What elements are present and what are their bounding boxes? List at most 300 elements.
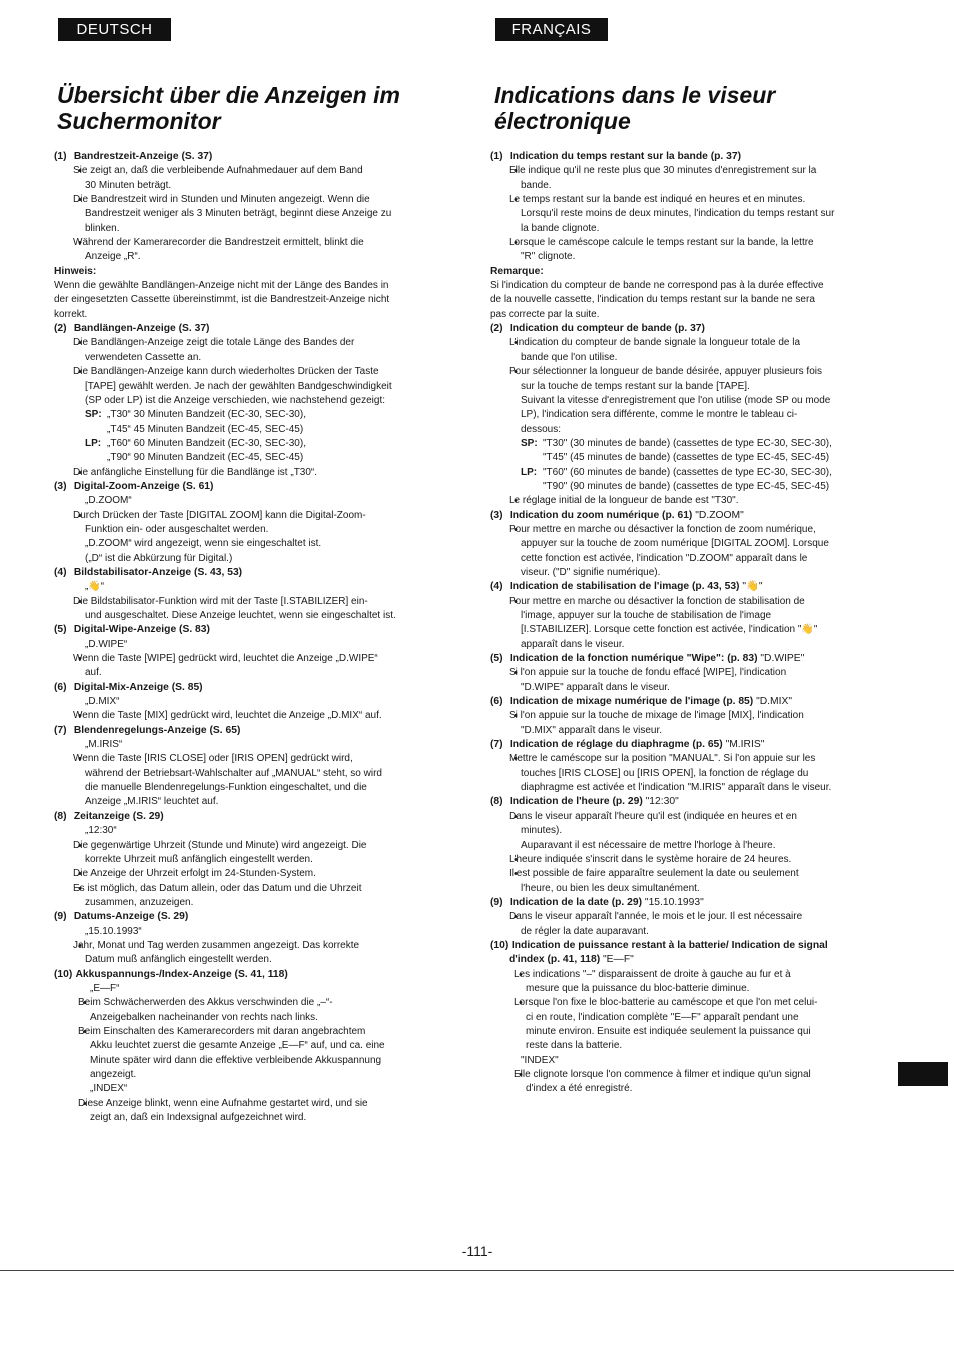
body-text: minute environ. Ensuite est indiquée seulement la puissance qui: [526, 1025, 811, 1037]
section-title: Bandlängen-Anzeige (S. 37): [73, 323, 210, 335]
section-heading: [54, 681, 439, 695]
body-text: Lorsqu'il reste moins de deux minutes, l'indication du temps restant sur: [521, 208, 835, 220]
bullet-item: [73, 509, 439, 523]
body-line: [54, 1054, 439, 1068]
body-text: „D.MIX“: [85, 696, 120, 708]
section-heading: [54, 623, 439, 637]
note-line: Wenn die gewählte Bandlängen-Anzeige nicht mit der Länge des Bandes in: [54, 280, 389, 292]
section-title: Blendenregelungs-Anzeige (S. 65): [73, 724, 241, 736]
bullet-item: [73, 939, 439, 953]
body-line: [54, 925, 439, 939]
section-heading: [490, 738, 875, 752]
bullet-item: [73, 193, 439, 207]
speed-mode-label: [85, 423, 105, 437]
section-indicator: "12:30": [642, 796, 679, 808]
body-text: ci en route, l'indication complète "E—F" apparaît pendant une: [526, 1011, 799, 1023]
body-text: auf.: [85, 667, 102, 679]
tape-length-value: „T60“ 60 Minuten Bandzeit (EC-30, SEC-30),: [107, 437, 306, 449]
bullet-text: Die Bandrestzeit wird in Stunden und Minuten angezeigt. Wenn die: [73, 194, 370, 206]
body-line: [490, 882, 875, 896]
tape-length-row: [490, 437, 875, 451]
section-title: d'index (p. 41, 118): [509, 954, 601, 966]
note-text: [54, 308, 439, 322]
bullet-item: [509, 193, 875, 207]
body-text: (SP oder LP) ist die Anzeige verschieden, wie nachstehend gezeigt:: [85, 394, 385, 406]
section-number: (9): [490, 896, 503, 908]
section-number: (6): [490, 696, 503, 708]
body-text: 30 Minuten beträgt.: [85, 179, 172, 191]
tape-length-row: [490, 466, 875, 480]
tape-length-value: "T90" (90 minutes de bande) (cassettes de type EC-45, SEC-45): [543, 480, 830, 492]
bullet-text: Die Bildstabilisator-Funktion wird mit der Taste [I.STABILIZER] ein-: [73, 595, 368, 607]
body-text: „M.IRIS“: [85, 739, 123, 751]
lang-tab-francais: FRANÇAIS: [495, 18, 608, 41]
bullet-item: [509, 494, 875, 508]
body-line: [490, 351, 875, 365]
title-line: électronique: [494, 108, 631, 134]
section-number: (6): [54, 681, 67, 693]
body-line: [490, 408, 875, 422]
section-title: Indication de puissance restant à la batterie/ Indication de signal: [511, 939, 828, 951]
body-line: [490, 1054, 875, 1068]
note-label: [54, 265, 439, 279]
body-line: [54, 537, 439, 551]
bullet-item: [73, 164, 439, 178]
section-title: Akkuspannungs-/Index-Anzeige (S. 41, 118): [75, 968, 288, 980]
section-indicator: "M.IRIS": [722, 739, 765, 751]
body-text: apparaît dans le viseur.: [521, 638, 625, 650]
body-text: und ausgeschaltet. Diese Anzeige leuchtet, wenn sie eingeschaltet ist.: [85, 610, 396, 621]
section-title: Indication de la fonction numérique "Wipe": (p. 83): [509, 653, 758, 665]
body-line: [490, 1011, 875, 1025]
section-title: Indication de la date (p. 29): [509, 896, 643, 908]
body-line: [490, 623, 875, 637]
section-heading: [490, 580, 875, 594]
body-line: [54, 982, 439, 996]
body-line: [54, 609, 439, 623]
body-line: [54, 695, 439, 709]
bullet-text: Le réglage initial de la longueur de bande est "T30".: [509, 495, 739, 507]
speed-mode-label: LP:: [85, 437, 102, 449]
section-number: (9): [54, 911, 67, 923]
bullet-item: [73, 365, 439, 379]
section-title: Indication de stabilisation de l'image (p. 43, 53): [509, 581, 740, 593]
bullet-text: Die Anzeige der Uhrzeit erfolgt im 24-Stunden-System.: [73, 868, 316, 880]
section-number: (2): [490, 323, 503, 335]
body-text: LP), l'indication sera différente, comme le montre le tableau ci-: [521, 409, 798, 421]
body-line: [54, 781, 439, 795]
body-text: „D.ZOOM“ wird angezeigt, wenn sie eingeschaltet ist.: [85, 538, 322, 550]
body-line: [54, 638, 439, 652]
bullet-text: Sie zeigt an, daß die verbleibende Aufnahmedauer auf dem Band: [73, 165, 363, 177]
section-title: Indication de l'heure (p. 29): [509, 796, 643, 808]
body-text: cette fonction est activée, l'indication "D.ZOOM" apparaît dans le: [521, 552, 808, 564]
body-text: [I.STABILIZER]. Lorsque cette fonction est activée, l'indication "👋": [521, 624, 818, 636]
body-line: [490, 179, 875, 193]
section-indicator: "D.ZOOM": [692, 509, 744, 521]
body-text: Funktion ein- oder ausgeschaltet werden.: [85, 523, 269, 535]
section-title: Indication du temps restant sur la bande (p. 37): [509, 151, 742, 162]
section-number: (7): [490, 739, 503, 751]
body-text: de régler la date auparavant.: [521, 925, 649, 937]
body-line: [490, 1025, 875, 1039]
body-text: appuyer sur la touche de zoom numérique [DIGITAL ZOOM]. Lorsque: [521, 538, 829, 550]
section-title: Bildstabilisator-Anzeige (S. 43, 53): [73, 566, 243, 578]
section-heading: [490, 939, 875, 953]
bullet-item: [514, 1068, 875, 1082]
bullet-item: [78, 1097, 439, 1111]
section-heading: [490, 896, 875, 910]
bullet-text: Le temps restant sur la bande est indiqué en heures et en minutes.: [509, 194, 806, 206]
section-title: Bandrestzeit-Anzeige (S. 37): [73, 151, 213, 162]
body-text: verwendeten Cassette an.: [85, 351, 202, 363]
speed-mode-label: [521, 480, 541, 494]
bullet-text: Beim Schwächerwerden des Akkus verschwinden die „–“-: [78, 997, 333, 1009]
note-text: [490, 293, 875, 307]
body-text: blinken.: [85, 222, 120, 234]
body-line: [54, 1039, 439, 1053]
body-text: Suivant la vitesse d'enregistrement que l'on utilise (mode SP ou mode: [521, 394, 831, 406]
section-number: (3): [490, 509, 503, 521]
body-text: „INDEX“: [90, 1083, 128, 1095]
section-heading: [54, 910, 439, 924]
tape-length-value: „T45“ 45 Minuten Bandzeit (EC-45, SEC-45): [107, 423, 304, 435]
tape-length-row: [54, 408, 439, 422]
section-heading: [490, 695, 875, 709]
section-title: Indication du compteur de bande (p. 37): [509, 323, 705, 335]
body-text: bande que l'on utilise.: [521, 351, 618, 363]
section-indicator: "👋": [739, 581, 763, 593]
section-title: Zeitanzeige (S. 29): [73, 810, 164, 822]
body-text: reste dans la batterie.: [526, 1040, 623, 1052]
bullet-item: [73, 752, 439, 766]
section-title: Datums-Anzeige (S. 29): [73, 911, 189, 923]
body-text: sur la touche de temps restant sur la bande [TAPE].: [521, 380, 750, 392]
bullet-text: Wenn die Taste [WIPE] gedrückt wird, leuchtet die Anzeige „D.WIPE“: [73, 653, 378, 665]
title-deutsch: [57, 82, 457, 134]
body-line: [54, 953, 439, 967]
section-number: (4): [54, 566, 67, 578]
bullet-text: Diese Anzeige blinkt, wenn eine Aufnahme gestartet wird, und sie: [78, 1097, 368, 1109]
body-line: [490, 1082, 875, 1096]
body-line: [490, 925, 875, 939]
body-text: Bandrestzeit weniger als 3 Minuten beträgt, beginnt diese Anzeige zu: [85, 208, 392, 220]
body-line: [490, 767, 875, 781]
body-line: [54, 523, 439, 537]
body-text: dessous:: [521, 423, 562, 435]
note-label-text: Remarque:: [490, 265, 544, 277]
body-line: [54, 896, 439, 910]
section-number: (5): [490, 653, 503, 665]
section-number: (8): [490, 796, 503, 808]
body-text: [TAPE] gewählt werden. Je nach der gewählten Bandgeschwindigkeit: [85, 380, 392, 392]
tape-length-value: "T30" (30 minutes de bande) (cassettes de type EC-30, SEC-30),: [543, 437, 832, 449]
section-title: Indication de réglage du diaphragme (p. 65): [509, 739, 723, 751]
section-number: (3): [54, 480, 67, 492]
note-text: [54, 279, 439, 293]
section-heading: [54, 322, 439, 336]
body-text: die manuelle Blendenregelungs-Funktion eingeschaltet, und die: [85, 782, 367, 794]
tape-length-value: "T45" (45 minutes de bande) (cassettes de type EC-45, SEC-45): [543, 452, 830, 464]
bullet-text: Pour mettre en marche ou désactiver la fonction de stabilisation de: [509, 595, 805, 607]
speed-mode-label: LP:: [521, 466, 538, 478]
body-text: Akku leuchtet zuerst die gesamte Anzeige „E—F“ auf, und ca. eine: [90, 1040, 385, 1052]
tape-length-row: [54, 423, 439, 437]
body-line: [490, 724, 875, 738]
bullet-text: Si l'on appuie sur la touche de mixage de l'image [MIX], l'indication: [509, 710, 804, 722]
section-title: Digital-Wipe-Anzeige (S. 83): [73, 624, 210, 636]
body-text: Anzeigebalken nacheinander von rechts nach links.: [90, 1011, 318, 1023]
bullet-text: Les indications "–" disparaissent de droite à gauche au fur et à: [514, 968, 791, 980]
body-text: korrekte Uhrzeit muß anfänglich eingestellt werden.: [85, 853, 313, 865]
section-title: Indication du zoom numérique (p. 61): [509, 509, 693, 521]
column-deutsch: [54, 150, 439, 1125]
bullet-item: [509, 236, 875, 250]
body-line: [54, 795, 439, 809]
body-text: angezeigt.: [90, 1069, 137, 1080]
note-text: [490, 279, 875, 293]
page-number: -111-: [461, 1243, 493, 1259]
section-heading: [54, 150, 439, 164]
body-text: Anzeige „M.IRIS“ leuchtet auf.: [85, 796, 219, 808]
speed-mode-label: SP:: [521, 437, 538, 449]
body-text: l'heure, ou bien les deux simultanément.: [521, 882, 700, 894]
bullet-item: [509, 164, 875, 178]
body-line: [54, 580, 439, 594]
body-line: [490, 552, 875, 566]
bullet-item: [514, 968, 875, 982]
bullet-text: Elle clignote lorsque l'on commence à filmer et indique qu'un signal: [514, 1069, 811, 1080]
body-text: "INDEX": [521, 1054, 559, 1066]
bullet-text: Il est possible de faire apparaître seulement la date ou seulement: [509, 868, 799, 880]
body-text: während der Betriebsart-Wahlschalter auf „MANUAL“ steht, so wird: [85, 767, 382, 779]
bullet-text: Jahr, Monat und Tag werden zusammen angezeigt. Das korrekte: [73, 939, 360, 951]
tape-length-row: [54, 437, 439, 451]
bullet-text: Mettre le caméscope sur la position "MANUAL". Si l'on appuie sur les: [509, 753, 816, 765]
speed-mode-label: [85, 451, 105, 465]
bullet-text: Pour mettre en marche ou désactiver la fonction de zoom numérique,: [509, 523, 816, 535]
bullet-item: [509, 595, 875, 609]
body-line: [490, 638, 875, 652]
body-line: [54, 222, 439, 236]
bullet-text: Die gegenwärtige Uhrzeit (Stunde und Minute) wird angezeigt. Die: [73, 839, 367, 851]
body-text: "R" clignote.: [521, 251, 576, 263]
section-number: (2): [54, 323, 67, 335]
section-title: Digital-Mix-Anzeige (S. 85): [73, 681, 203, 693]
section-indicator: "D.MIX": [753, 696, 792, 708]
section-indicator: "E—F": [600, 954, 634, 966]
note-label-text: Hinweis:: [54, 265, 97, 277]
bullet-text: Die Bandlängen-Anzeige kann durch wiederholtes Drücken der Taste: [73, 366, 379, 378]
body-line: [54, 666, 439, 680]
body-line: [54, 552, 439, 566]
tape-length-value: „T90“ 90 Minuten Bandzeit (EC-45, SEC-45): [107, 452, 304, 464]
tape-length-row: [490, 451, 875, 465]
body-line: [490, 681, 875, 695]
body-line: [490, 394, 875, 408]
body-line: [490, 982, 875, 996]
body-line: [54, 767, 439, 781]
body-line: [54, 494, 439, 508]
body-line: [54, 351, 439, 365]
body-text: zusammen, anzuzeigen.: [85, 896, 194, 908]
body-text: bande.: [521, 179, 552, 191]
page-edge-tab: [898, 1062, 948, 1086]
section-title: Indication de mixage numérique de l'image (p. 85): [509, 696, 754, 708]
section-heading-cont: [490, 953, 875, 967]
section-heading: [54, 810, 439, 824]
body-line: [490, 222, 875, 236]
bullet-item: [73, 839, 439, 853]
bullet-item: [509, 752, 875, 766]
speed-mode-label: [521, 451, 541, 465]
body-line: [54, 1082, 439, 1096]
bullet-item: [73, 652, 439, 666]
bullet-text: Die anfängliche Einstellung für die Bandlänge ist „T30“.: [73, 466, 318, 478]
section-title: Digital-Zoom-Anzeige (S. 61): [73, 480, 214, 492]
section-heading: [54, 480, 439, 494]
bullet-text: Die Bandlängen-Anzeige zeigt die totale Länge des Bandes der: [73, 337, 355, 349]
bullet-item: [73, 867, 439, 881]
body-line: [490, 824, 875, 838]
note-line: der eingesetzten Cassette übereinstimmt, ist die Bandrestzeit-Anzeige nicht: [54, 294, 390, 306]
body-text: "D.MIX" apparaît dans le viseur.: [521, 724, 663, 736]
body-line: [490, 250, 875, 264]
bullet-text: Durch Drücken der Taste [DIGITAL ZOOM] kann die Digital-Zoom-: [73, 509, 366, 521]
bullet-item: [73, 336, 439, 350]
body-text: „D.ZOOM“: [85, 495, 132, 507]
bullet-text: Wenn die Taste [MIX] gedrückt wird, leuchtet die Anzeige „D.MIX“ auf.: [73, 710, 382, 722]
tape-length-value: „T30“ 30 Minuten Bandzeit (EC-30, SEC-30),: [107, 409, 306, 421]
bullet-text: Lorsque l'on fixe le bloc-batterie au caméscope et que l'on met celui-: [514, 997, 818, 1009]
body-text: Datum muß anfänglich eingestellt werden.: [85, 954, 272, 966]
section-number: (10): [54, 968, 73, 980]
body-text: d'index a été enregistré.: [526, 1083, 633, 1095]
body-text: touches [IRIS CLOSE] ou [IRIS OPEN], la fonction de réglage du: [521, 767, 809, 779]
bullet-item: [509, 867, 875, 881]
bullet-text: Si l'on appuie sur la touche de fondu effacé [WIPE], l'indication: [509, 667, 787, 679]
bullet-text: Während der Kamerarecorder die Bandrestzeit ermittelt, blinkt die: [73, 237, 364, 249]
lang-tab-deutsch: DEUTSCH: [58, 18, 171, 41]
body-line: [54, 394, 439, 408]
body-line: [490, 839, 875, 853]
section-number: (4): [490, 581, 503, 593]
tape-length-row: [490, 480, 875, 494]
tape-length-value: "T60" (60 minutes de bande) (cassettes de type EC-30, SEC-30),: [543, 466, 832, 478]
bullet-text: Pour sélectionner la longueur de bande désirée, appuyer plusieurs fois: [509, 366, 822, 378]
section-heading: [490, 795, 875, 809]
body-text: minutes).: [521, 825, 563, 837]
section-heading: [490, 652, 875, 666]
body-line: [54, 1068, 439, 1082]
bullet-text: Elle indique qu'il ne reste plus que 30 minutes d'enregistrement sur la: [509, 165, 817, 177]
body-text: zeigt an, daß ein Indexsignal aufgezeichnet wird.: [90, 1112, 307, 1124]
bottom-rule: [0, 1270, 954, 1271]
body-text: diaphragme est activée et l'indication "M.IRIS" apparaît dans le viseur.: [521, 782, 832, 794]
section-number: (10): [490, 939, 509, 951]
body-text: „👋“: [85, 581, 105, 593]
note-line: korrekt.: [54, 308, 88, 320]
body-line: [490, 537, 875, 551]
section-heading: [490, 150, 875, 164]
bullet-text: Beim Einschalten des Kamerarecorders mit daran angebrachtem: [78, 1025, 366, 1037]
body-line: [54, 853, 439, 867]
bullet-item: [73, 466, 439, 480]
body-text: l'image, appuyer sur la touche de stabilisation de l'image: [521, 610, 772, 621]
bullet-item: [73, 882, 439, 896]
bullet-item: [73, 595, 439, 609]
body-text: mesure que la puissance du bloc-batterie diminue.: [526, 982, 750, 994]
bullet-item: [73, 236, 439, 250]
title-line: Indications dans le viseur: [494, 82, 776, 108]
title-line: Suchermonitor: [57, 108, 221, 134]
bullet-text: L'heure indiquée s'inscrit dans le système horaire de 24 heures.: [509, 853, 792, 865]
section-heading: [490, 509, 875, 523]
bullet-item: [509, 365, 875, 379]
note-text: [54, 293, 439, 307]
body-line: [490, 207, 875, 221]
body-text: „D.WIPE“: [85, 638, 128, 650]
section-heading: [54, 566, 439, 580]
section-indicator: "D.WIPE": [757, 653, 805, 665]
note-label: [490, 265, 875, 279]
section-heading: [54, 724, 439, 738]
note-line: de la nouvelle cassette, l'indication du temps restant sur la bande ne sera: [490, 294, 815, 306]
body-line: [54, 738, 439, 752]
section-number: (1): [54, 151, 67, 162]
body-line: [54, 250, 439, 264]
body-text: „E—F“: [90, 982, 120, 994]
body-text: „15.10.1993“: [85, 925, 142, 937]
bullet-item: [78, 1025, 439, 1039]
body-line: [54, 824, 439, 838]
title-francais: [494, 82, 894, 134]
bullet-item: [73, 709, 439, 723]
section-number: (5): [54, 624, 67, 636]
note-line: pas correcte par la suite.: [490, 308, 600, 320]
body-line: [54, 1011, 439, 1025]
body-text: la bande clignote.: [521, 222, 600, 234]
bullet-item: [509, 910, 875, 924]
body-line: [54, 207, 439, 221]
body-text: („D“ ist die Abkürzung für Digital.): [85, 552, 233, 564]
body-line: [54, 1111, 439, 1125]
bullet-text: Wenn die Taste [IRIS CLOSE] oder [IRIS OPEN] gedrückt wird,: [73, 753, 353, 765]
body-text: Anzeige „R“.: [85, 251, 141, 263]
bullet-item: [509, 810, 875, 824]
body-text: viseur. ("D" signifie numérique).: [521, 566, 661, 578]
section-number: (1): [490, 151, 503, 162]
section-heading: [490, 322, 875, 336]
bullet-item: [509, 666, 875, 680]
section-number: (8): [54, 810, 67, 822]
bullet-item: [514, 996, 875, 1010]
body-text: "D.WIPE" apparaît dans le viseur.: [521, 681, 670, 693]
bullet-item: [509, 336, 875, 350]
speed-mode-label: SP:: [85, 409, 102, 421]
body-line: [54, 179, 439, 193]
note-line: Si l'indication du compteur de bande ne correspond pas à la durée effective: [490, 280, 824, 292]
section-indicator: "15.10.1993": [642, 896, 704, 908]
section-heading: [54, 968, 439, 982]
note-text: [490, 308, 875, 322]
body-line: [490, 609, 875, 623]
body-text: Auparavant il est nécessaire de mettre l'horloge à l'heure.: [521, 839, 776, 851]
column-francais: [490, 150, 875, 1097]
body-line: [490, 380, 875, 394]
bullet-text: Dans le viseur apparaît l'année, le mois et le jour. Il est nécessaire: [509, 911, 803, 923]
bullet-text: Dans le viseur apparaît l'heure qu'il est (indiquée en heures et en: [509, 810, 797, 822]
